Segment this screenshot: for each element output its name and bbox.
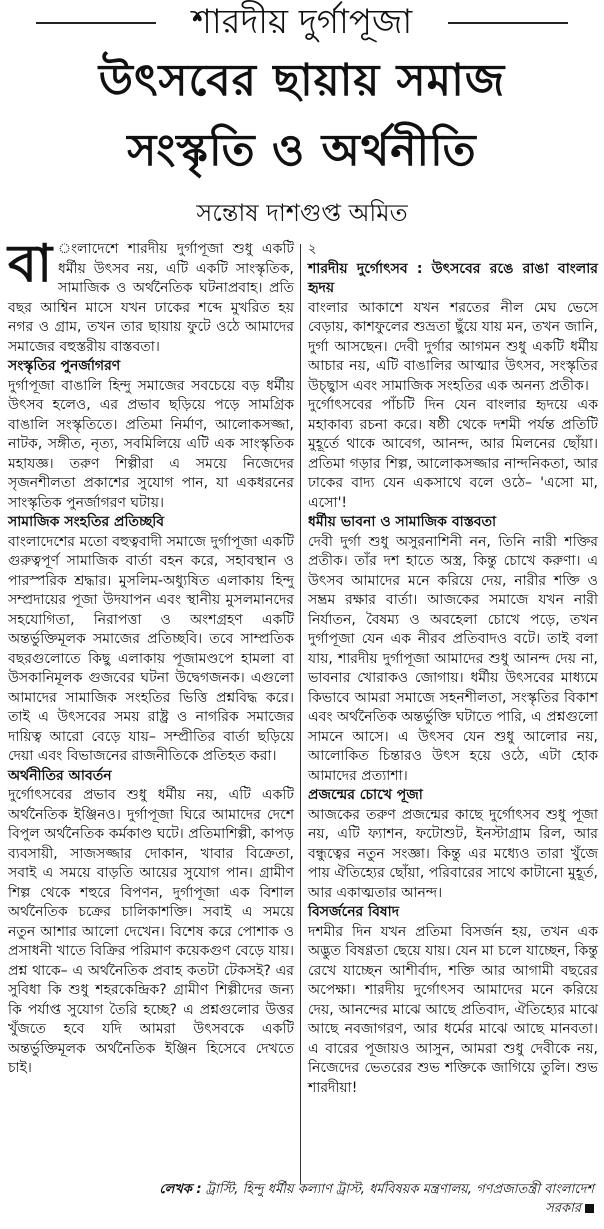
section-heading: বিসর্জনের বিষাদ — [308, 904, 400, 920]
section-body: দুর্গাপূজা বাঙালি হিন্দু সমাজের সবচেয়ে বড় ধর্মীয় উৎসব হলেও, এর প্রভাব ছড়িয়ে পড়ে সামগ্রিক বাঙালি সংস্কৃতিতে। প্রতিমা নির্মাণ, আলোকসজ্জা, নাটক, সঙ্গীত, নৃত্য, সবমিলিয়ে এটি এক সাংস্কৃতিক মহাযজ্ঞ। তরুণ শিল্পীরা এ সময়ে নিজেদের সৃজনশীলতা প্রকাশের সুযোগ পান, যা একধরনের সাংস্কৃতিক পুনর্জাগরণ ঘটায়। — [8, 377, 294, 511]
section-body: দেবী দুর্গা শুধু অসুরনাশিনী নন, তিনি নারী শক্তির প্রতীক। তাঁর দশ হাতে অস্ত্র, কিন্তু চোখে করুণা। এ উৎসব আমাদের মনে করিয়ে দেয়, নারীর শক্তি ও সম্ভ্রম রক্ষার বার্তা। আজকের সমাজে যখন নারী নির্যাতন, বৈষম্য ও অবহেলা চোখে পড়ে, তখন দুর্গাপূজা যেন এক নীরব প্রতিবাদও বটে। তাই বলা যায়, শারদীয় দুর্গাপূজা আমাদের শুধু আনন্দ দেয় না, ভাবনার খোরাকও জোগায়। ধর্মীয় উৎসবের মাধ্যমে কিভাবে আমরা সমাজে সহনশীলতা, সংস্কৃতির বিকাশ এবং অর্থনৈতিক অন্তর্ভুক্তি ঘটাতে পারি, এ প্রশ্নগুলো সামনে আসে। এ উৎসব যেন শুধু আলোর নয়, আলোকিত চিন্তারও উৎস হয়ে ওঠে, এটা হোক আমাদের প্রত্যাশা। — [308, 533, 598, 784]
headline-line-1: উৎসবের ছায়ায় সমাজ — [98, 55, 506, 106]
section-heading: প্রজন্মের চোখে পূজা — [308, 787, 423, 803]
right-column — [308, 240, 598, 1098]
section-body: দশমীর দিন যখন প্রতিমা বিসর্জন হয়, তখন এক অদ্ভুত বিষণ্ণতা ছেয়ে যায়। যেন মা চলে যাচ্ছেন, কিন্তু রেখে যাচ্ছেন আশীর্বাদ, শক্তি আর আগামী বছরের অপেক্ষা। শারদীয় দুর্গোৎসব আমাদের মনে করিয়ে দেয়, আনন্দের মাঝে আছে প্রতিবাদ, ঐতিহ্যের মাঝে আছে নবজাগরণ, আর ধর্মের মাঝে আছে মানবতা। এ বারের পূজায়ও আসুন, আমরা শুধু দেবীকে নয়, নিজেদের ভেতরের শুভ শক্তিকে জাগিয়ে তুলি। শুভ শারদীয়া! — [308, 923, 598, 1096]
kicker-title: শারদীয় দুর্গাপূজা — [191, 2, 413, 42]
section-heading: ধর্মীয় ভাবনা ও সামাজিক বাস্তবতা — [308, 514, 497, 530]
section-heading: শারদীয় দুর্গোৎসব : উৎসবের রঙে রাঙা বাংলার হৃদয় — [308, 260, 598, 296]
author-note-label: লেখক : — [159, 1182, 202, 1197]
section-body: আজকের তরুণ প্রজন্মের কাছে দুর্গোৎসব শুধু পূজা নয়, এটি ফ্যাশন, ফটোশুট, ইনস্টাগ্রাম রিল, আর বন্ধুত্বের নতুন সংজ্ঞা। কিন্তু এর মধ্যেও তারা খুঁজে পায় ঐতিহ্যের ছোঁয়া, পরিবারের সাথে কাটানো মুহূর্ত, আর একাত্মতার আনন্দ। — [308, 806, 598, 901]
intro-text: ংলাদেশে শারদীয় দুর্গাপূজা শুধু একটি ধর্মীয় উৎসব নয়, এটি একটি সাংস্কৃতিক, সামাজিক ও অর্থনৈতিক ঘটনাপ্রবাহ। প্রতি বছর আশ্বিন মাসে যখন ঢাকের শব্দে মুখরিত হয় নগর ও গ্রাম, তখন তার ছায়ায় ফুটে ওঠে আমাদের সমাজের বহুস্তরীয় বাস্তবতা। — [8, 241, 294, 355]
section-body: বাংলাদেশের মতো বহুত্ববাদী সমাজে দুর্গাপূজা একটি গুরুত্বপূর্ণ সামাজিক বার্তা বহন করে, সহাবস্থান ও পারস্পরিক শ্রদ্ধার। মুসলিম-অধ্যুষিত এলাকায় হিন্দু সম্প্রদায়ের পূজা উদযাপন এবং স্থানীয় মুসলমানদের সহযোগিতা, নিরাপত্তা ও অংশগ্রহণ একটি অন্তর্ভুক্তিমূলক সমাজের প্রতিচ্ছবি। তবে সাম্প্রতিক বছরগুলোতে কিছু এলাকায় পূজামণ্ডপে হামলা বা উসকানিমূলক গুজবের ঘটনা উদ্বেগজনক। এগুলো আমাদের সামাজিক সংহতির ভিত্তি প্রশ্নবিদ্ধ করে। তাই এ উৎসবের সময় রাষ্ট্র ও নাগরিক সমাজের দায়িত্ব আরো বেড়ে যায়– সম্প্রীতির বার্তা ছড়িয়ে দেয়া এবং বিভাজনের রাজনীতিকে প্রতিহত করা। — [8, 533, 294, 764]
section-heading: সংস্কৃতির পুনর্জাগরণ — [8, 358, 121, 374]
continuation-number: ২ — [308, 242, 317, 257]
column-divider — [300, 244, 301, 1184]
headline-line-2: সংস্কৃতি ও অর্থনীতি — [127, 125, 477, 176]
author-note — [154, 1180, 594, 1218]
section-body: দুর্গোৎসবের প্রভাব শুধু ধর্মীয় নয়, এটি একটি অর্থনৈতিক ইঞ্জিনও। দুর্গাপূজা ঘিরে আমাদের দেশে বিপুল অর্থনৈতিক কর্মকাণ্ড ঘটে। প্রতিমাশিল্পী, কাপড় ব্যবসায়ী, সাজসজ্জার দোকান, খাবার বিক্রেতা, সবাই এ সময়ে বাড়তি আয়ের সুযোগ পান। গ্রামীণ শিল্প থেকে শহুরে বিপণন, দুর্গাপূজা এক বিশাল অর্থনৈতিক চক্রের চালিকাশক্তি। সবাই এ সময়ে নতুন আশার আলো দেখেন। বিশেষ করে পোশাক ও প্রসাধনী খাতে বিক্রির পরিমাণ কয়েকগুণ বেড়ে যায়। প্রশ্ন থাকে– এ অর্থনৈতিক প্রবাহ কতটা টেকসই? এর সুবিধা কি শুধু শহরকেন্দ্রিক? গ্রামীণ শিল্পীদের জন্য কি পর্যাপ্ত সুযোগ তৈরি হচ্ছে? এ প্রশ্নগুলোর উত্তর খুঁজতে হবে যদি আমরা উৎসবকে একটি অন্তর্ভুক্তিমূলক অর্থনৈতিক ইঞ্জিন হিসেবে দেখতে চাই। — [8, 787, 294, 1076]
section-body: দুর্গোৎসবের পাঁচটি দিন যেন বাংলার হৃদয়ে এক মহাকাব্য রচনা করে। ষষ্ঠী থেকে দশমী পর্যন্ত প্রতিটি মুহূর্তে থাকে আবেগ, আনন্দ, আর মিলনের ছোঁয়া। প্রতিমা গড়ার শিল্প, আলোকসজ্জার নান্দনিকতা, আর ঢাকের বাদ্য যেন একসাথে বলে ওঠে– 'এসো মা, এসো'! — [308, 397, 598, 511]
end-mark-icon — [585, 1204, 594, 1213]
author-note-text: ট্রাস্টি, হিন্দু ধর্মীয় কল্যাণ ট্রাস্ট, ধর্মবিষয়ক মন্ত্রণালয়, গণপ্রজাতন্ত্রী বাংলাদেশ সরকার — [205, 1182, 594, 1216]
kicker-rule-right — [448, 22, 568, 24]
section-body: বাংলার আকাশে যখন শরতের নীল মেঘ ভেসে বেড়ায়, কাশফুলের শুভ্রতা ছুঁয়ে যায় মন, তখন জানি, দুর্গা আসছেন। দেবী দুর্গার আগমন শুধু একটি ধর্মীয় আচার নয়, এটি বাঙালির আত্মার উৎসব, সংস্কৃতির উচ্ছ্বাস এবং সামাজিক সংহতির এক অনন্য প্রতীক। — [308, 299, 598, 394]
section-heading: সামাজিক সংহতির প্রতিচ্ছবি — [8, 514, 165, 530]
drop-cap: বা — [8, 233, 53, 294]
byline: সন্তোষ দাশগুপ্ত অমিত — [196, 199, 408, 227]
intro-paragraph — [8, 233, 294, 357]
section-heading: অর্থনীতির আবর্তন — [8, 767, 112, 784]
left-column — [8, 233, 294, 1079]
